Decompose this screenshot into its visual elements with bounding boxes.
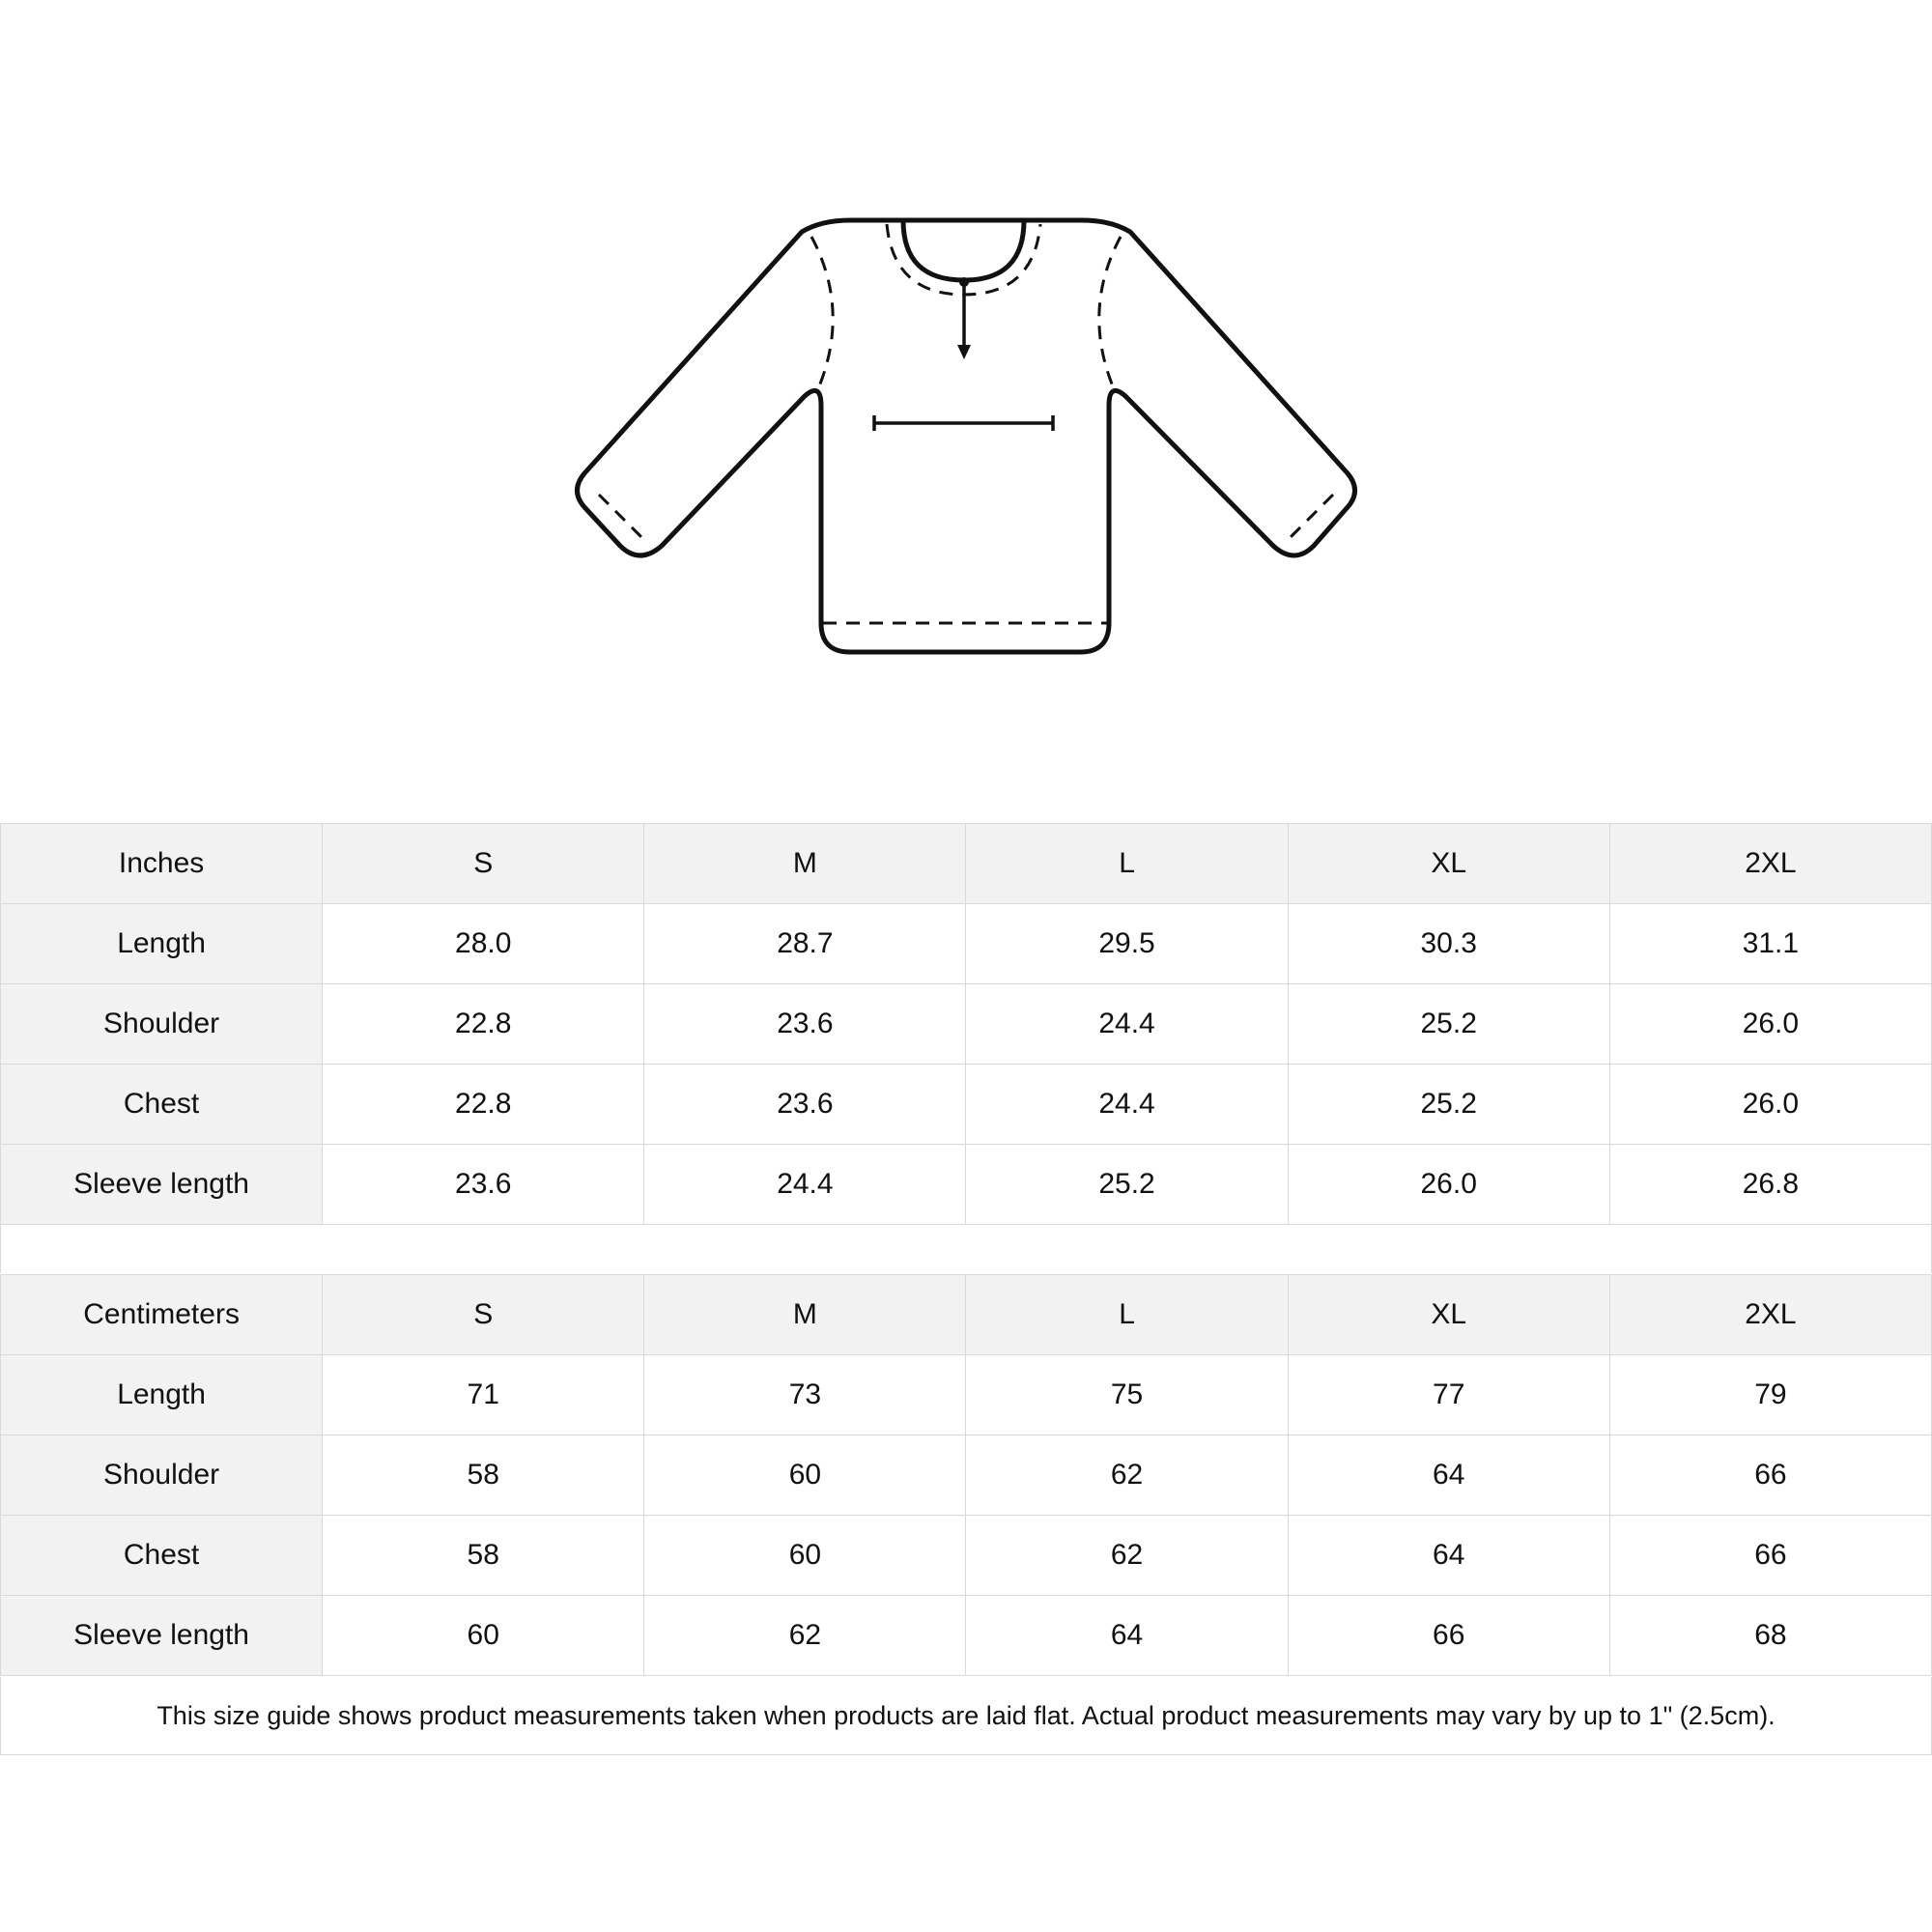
row-label-sleeve-length: Sleeve length	[1, 1596, 323, 1676]
table-cell: 68	[1609, 1596, 1931, 1676]
length-arrow-origin	[959, 277, 969, 287]
table-cell: 26.8	[1609, 1145, 1931, 1225]
table-cell: 26.0	[1609, 984, 1931, 1065]
table-cell: 23.6	[644, 984, 966, 1065]
inches-size-table	[0, 823, 1932, 1225]
length-arrow-head	[957, 345, 971, 359]
table-cell: 60	[644, 1516, 966, 1596]
right-armhole-stitch	[1099, 237, 1121, 386]
table-cell: 60	[644, 1435, 966, 1516]
table-cell: 62	[966, 1435, 1288, 1516]
row-label-length: Length	[1, 1355, 323, 1435]
table-cell: 28.0	[323, 904, 644, 984]
cm-header-row	[1, 1275, 1932, 1355]
table-cell: 25.2	[966, 1145, 1288, 1225]
size-header-m: M	[644, 1275, 966, 1355]
table-cell: 23.6	[644, 1065, 966, 1145]
row-label-shoulder: Shoulder	[1, 1435, 323, 1516]
inches-header-row	[1, 824, 1932, 904]
inches-unit-label: Inches	[1, 824, 323, 904]
table-cell: 31.1	[1609, 904, 1931, 984]
size-header-l: L	[966, 824, 1288, 904]
row-label-shoulder: Shoulder	[1, 984, 323, 1065]
size-header-xl: XL	[1288, 824, 1609, 904]
measurement-note: This size guide shows product measurements taken when products are laid flat. Actual product measurements may vary by up to 1" (2.5cm).	[0, 1677, 1932, 1755]
table-cell: 24.4	[644, 1145, 966, 1225]
table-cell: 22.8	[323, 1065, 644, 1145]
row-label-sleeve-length: Sleeve length	[1, 1145, 323, 1225]
row-label-chest: Chest	[1, 1516, 323, 1596]
table-cell: 79	[1609, 1355, 1931, 1435]
size-header-xl: XL	[1288, 1275, 1609, 1355]
table-row	[1, 1596, 1932, 1676]
table-row	[1, 904, 1932, 984]
cm-unit-label: Centimeters	[1, 1275, 323, 1355]
table-cell: 26.0	[1288, 1145, 1609, 1225]
table-cell: 24.4	[966, 1065, 1288, 1145]
left-armhole-stitch	[811, 237, 833, 386]
table-cell: 77	[1288, 1355, 1609, 1435]
size-header-s: S	[323, 1275, 644, 1355]
row-label-length: Length	[1, 904, 323, 984]
centimeters-size-table	[0, 1274, 1932, 1676]
table-cell: 26.0	[1609, 1065, 1931, 1145]
table-cell: 62	[966, 1516, 1288, 1596]
table-cell: 64	[966, 1596, 1288, 1676]
table-row	[1, 1435, 1932, 1516]
table-spacer	[0, 1225, 1932, 1273]
size-header-2xl: 2XL	[1609, 824, 1931, 904]
table-cell: 25.2	[1288, 1065, 1609, 1145]
table-cell: 64	[1288, 1435, 1609, 1516]
table-row	[1, 1145, 1932, 1225]
table-cell: 66	[1609, 1435, 1931, 1516]
size-header-m: M	[644, 824, 966, 904]
row-label-chest: Chest	[1, 1065, 323, 1145]
table-cell: 66	[1288, 1596, 1609, 1676]
table-row	[1, 984, 1932, 1065]
size-header-l: L	[966, 1275, 1288, 1355]
table-cell: 22.8	[323, 984, 644, 1065]
table-cell: 75	[966, 1355, 1288, 1435]
table-cell: 62	[644, 1596, 966, 1676]
table-cell: 73	[644, 1355, 966, 1435]
left-cuff-stitch	[599, 495, 647, 543]
table-cell: 64	[1288, 1516, 1609, 1596]
size-header-2xl: 2XL	[1609, 1275, 1931, 1355]
table-cell: 71	[323, 1355, 644, 1435]
table-cell: 66	[1609, 1516, 1931, 1596]
table-cell: 58	[323, 1435, 644, 1516]
table-cell: 60	[323, 1596, 644, 1676]
table-row	[1, 1065, 1932, 1145]
table-cell: 28.7	[644, 904, 966, 984]
size-header-s: S	[323, 824, 644, 904]
sweater-diagram	[0, 0, 1932, 734]
table-cell: 58	[323, 1516, 644, 1596]
table-row	[1, 1516, 1932, 1596]
table-cell: 23.6	[323, 1145, 644, 1225]
table-row	[1, 1355, 1932, 1435]
table-cell: 24.4	[966, 984, 1288, 1065]
table-cell: 29.5	[966, 904, 1288, 984]
table-cell: 30.3	[1288, 904, 1609, 984]
neckline	[903, 220, 1024, 280]
table-cell: 25.2	[1288, 984, 1609, 1065]
